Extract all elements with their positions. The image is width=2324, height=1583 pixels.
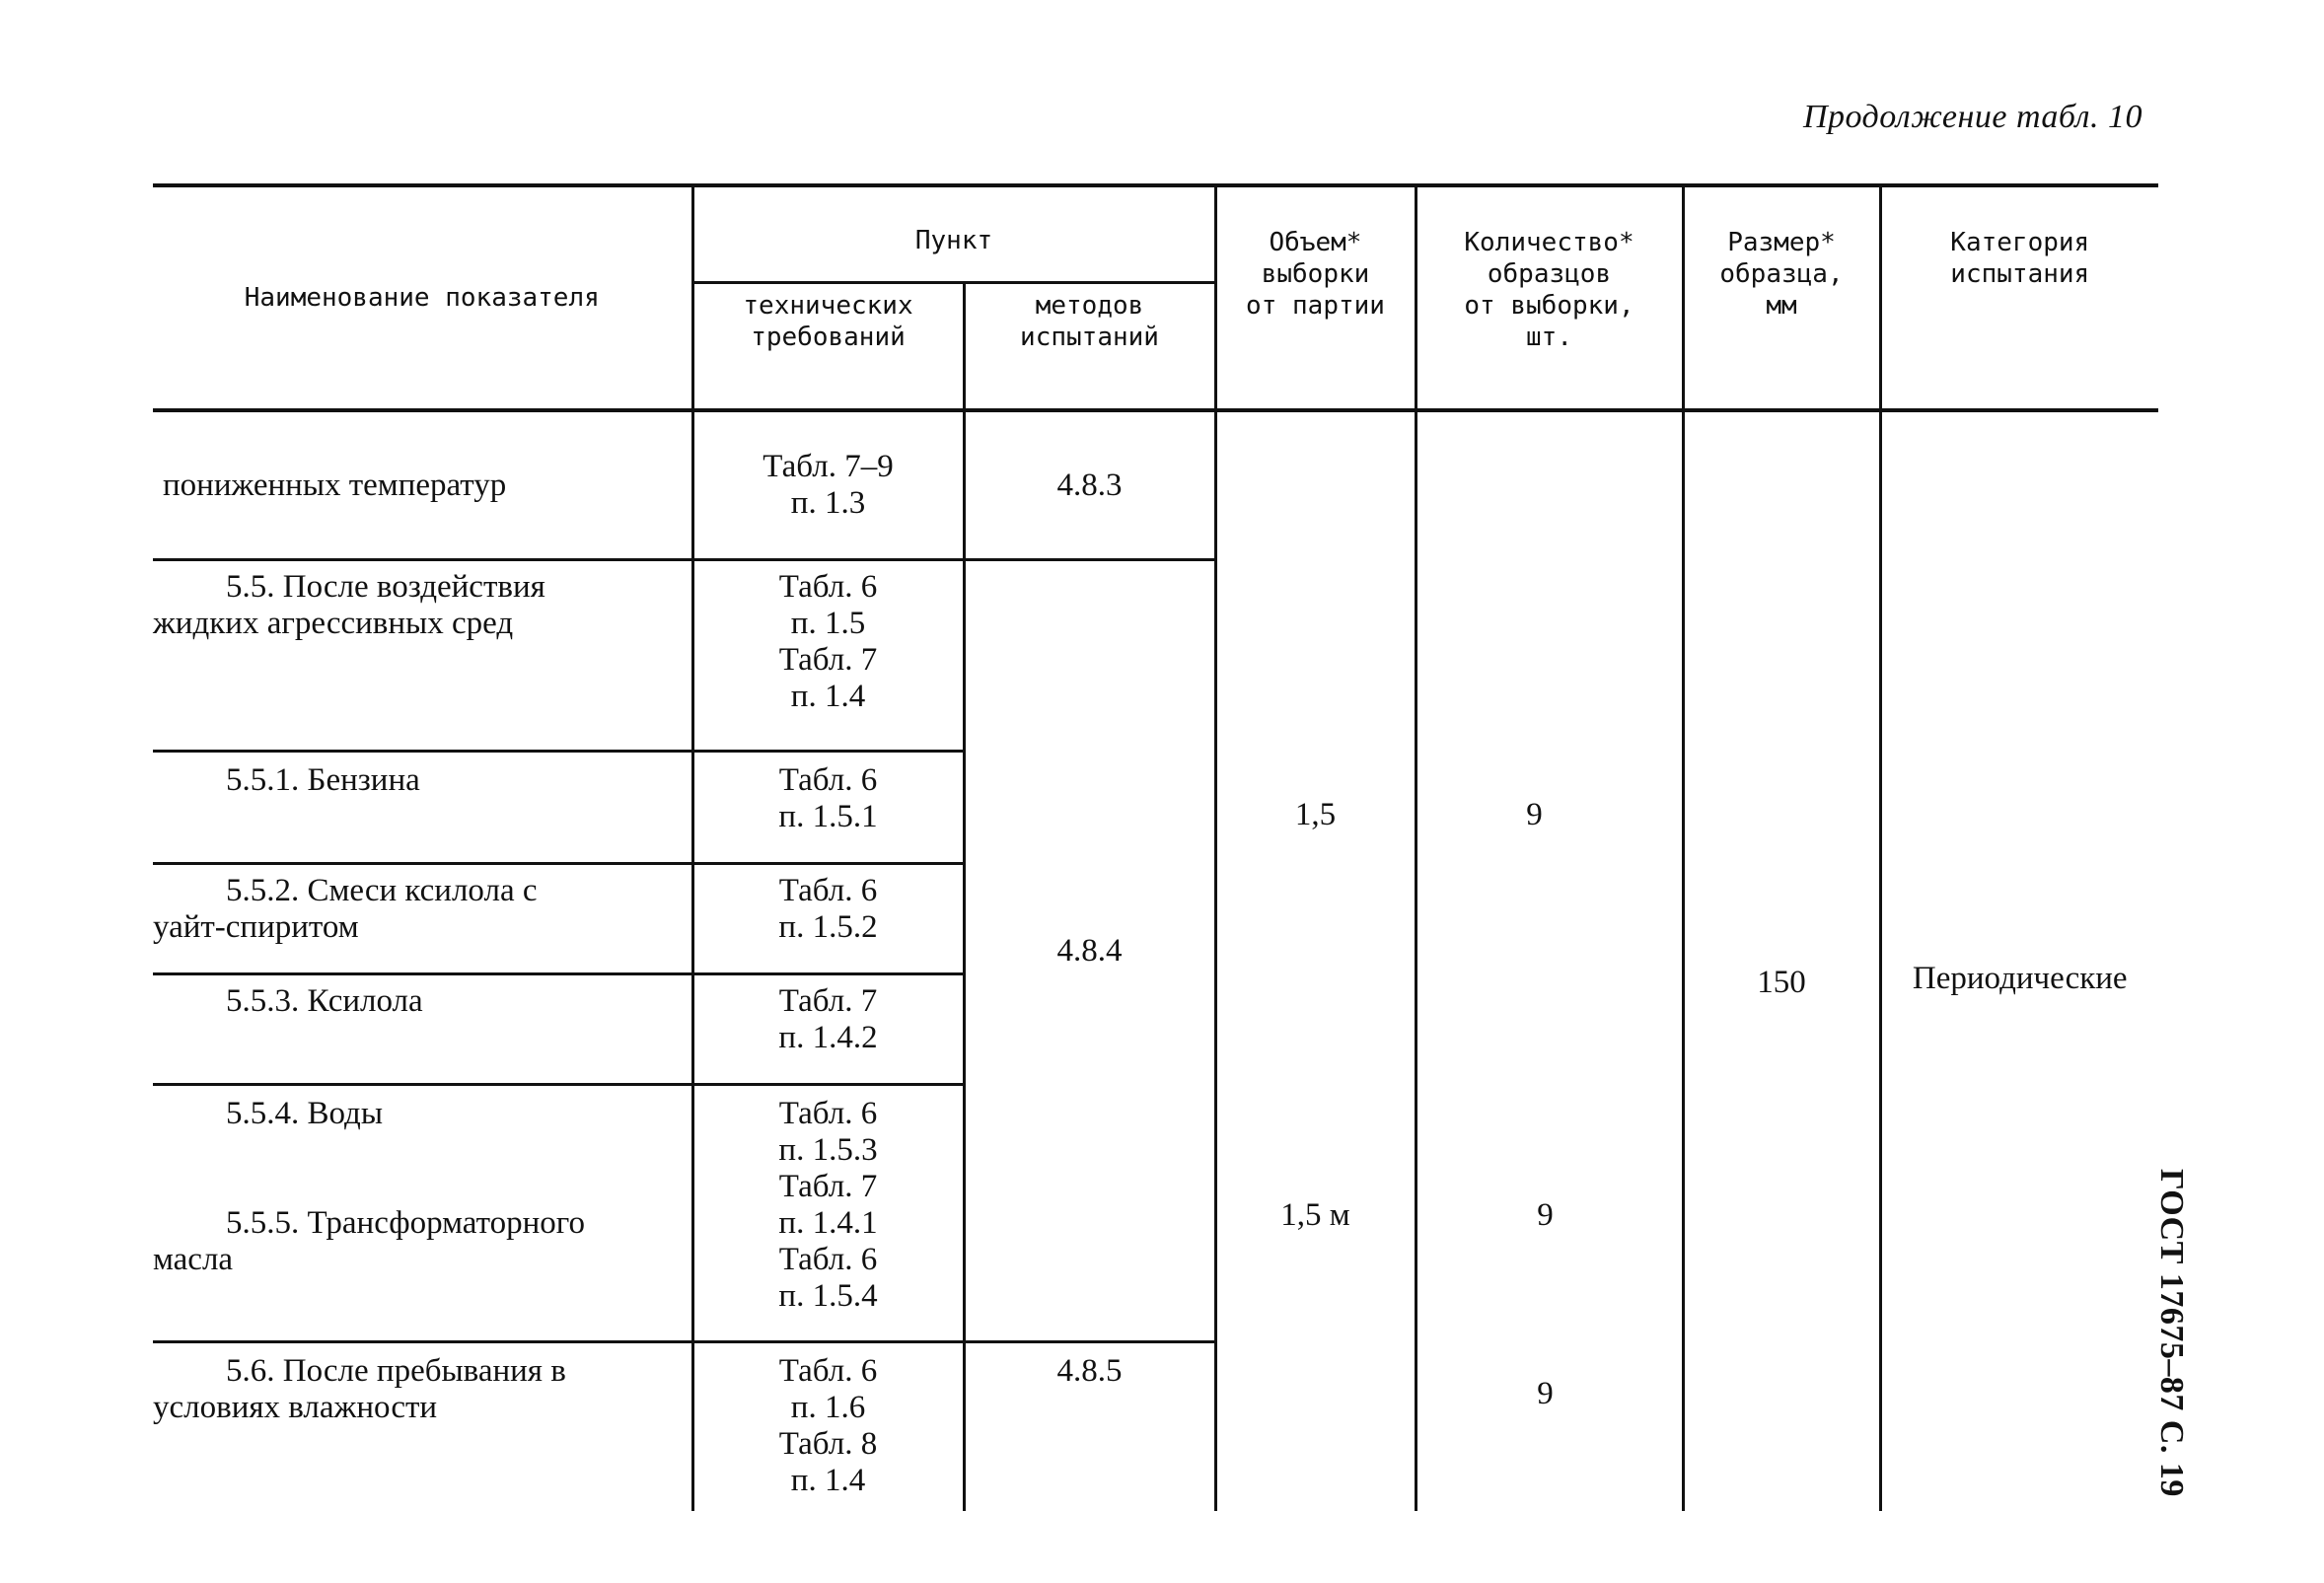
count-value-c: 9: [1537, 1376, 1554, 1411]
header-category: Категория испытания: [1880, 185, 2158, 410]
row-name: 5.6. После пребывания в условиях влажности: [153, 1342, 692, 1512]
row-tech: Табл. 7–9 п. 1.3: [692, 410, 964, 560]
test-table: [153, 183, 2158, 1511]
count-cell: [1416, 410, 1683, 1511]
row-tech: Табл. 6 п. 1.5.3 Табл. 7 п. 1.4.1 Табл. 6 п. 1.5.4: [692, 1085, 964, 1342]
row-method: 4.8.3: [964, 410, 1215, 560]
row-tech: Табл. 6 п. 1.6 Табл. 8 п. 1.4: [692, 1342, 964, 1512]
header-punkt: Пункт: [692, 185, 1215, 283]
row-name: 5.5.4. Воды 5.5.5. Трансформаторного масла: [153, 1085, 692, 1342]
category-cell: [1880, 410, 2158, 1511]
header-size: Размер* образца, мм: [1683, 185, 1880, 410]
row-tech: Табл. 6 п. 1.5 Табл. 7 п. 1.4: [692, 560, 964, 752]
count-value-a: 9: [1526, 797, 1543, 832]
header-methods: методов испытаний: [964, 283, 1215, 411]
method-merged-cell: 4.8.4: [964, 560, 1215, 1342]
row-name: 5.5.2. Смеси ксилола с уайт-спиритом: [153, 864, 692, 974]
row-tech: Табл. 6 п. 1.5.1: [692, 752, 964, 864]
count-value-b: 9: [1537, 1197, 1554, 1233]
row-name: 5.5.1. Бензина: [153, 752, 692, 864]
row-method: 4.8.5: [964, 1342, 1215, 1512]
header-volume: Объем* выборки от партии: [1215, 185, 1416, 410]
volume-value-a: 1,5: [1294, 797, 1337, 832]
row-name: пониженных температур: [153, 410, 692, 560]
page-header: Продолжение табл. 10: [1802, 99, 2142, 135]
size-value: 150: [1757, 965, 1806, 1000]
category-value: Периодические: [1912, 961, 2128, 996]
row-tech: Табл. 7 п. 1.4.2: [692, 974, 964, 1085]
header-count: Количество* образцов от выборки, шт.: [1416, 185, 1683, 410]
row-name: 5.5.3. Ксилола: [153, 974, 692, 1085]
table-row: [153, 410, 2158, 560]
header-tech: технических требований: [692, 283, 964, 411]
volume-cell: [1215, 410, 1416, 1511]
volume-value-b: 1,5 м: [1280, 1197, 1350, 1233]
row-name: 5.5. После воздействия жидких агрессивных сред: [153, 560, 692, 752]
row-tech: Табл. 6 п. 1.5.2: [692, 864, 964, 974]
size-cell: [1683, 410, 1880, 1511]
header-name: Наименование показателя: [153, 185, 692, 410]
side-page-label: ГОСТ 17675–87 С. 19: [2153, 1169, 2190, 1497]
